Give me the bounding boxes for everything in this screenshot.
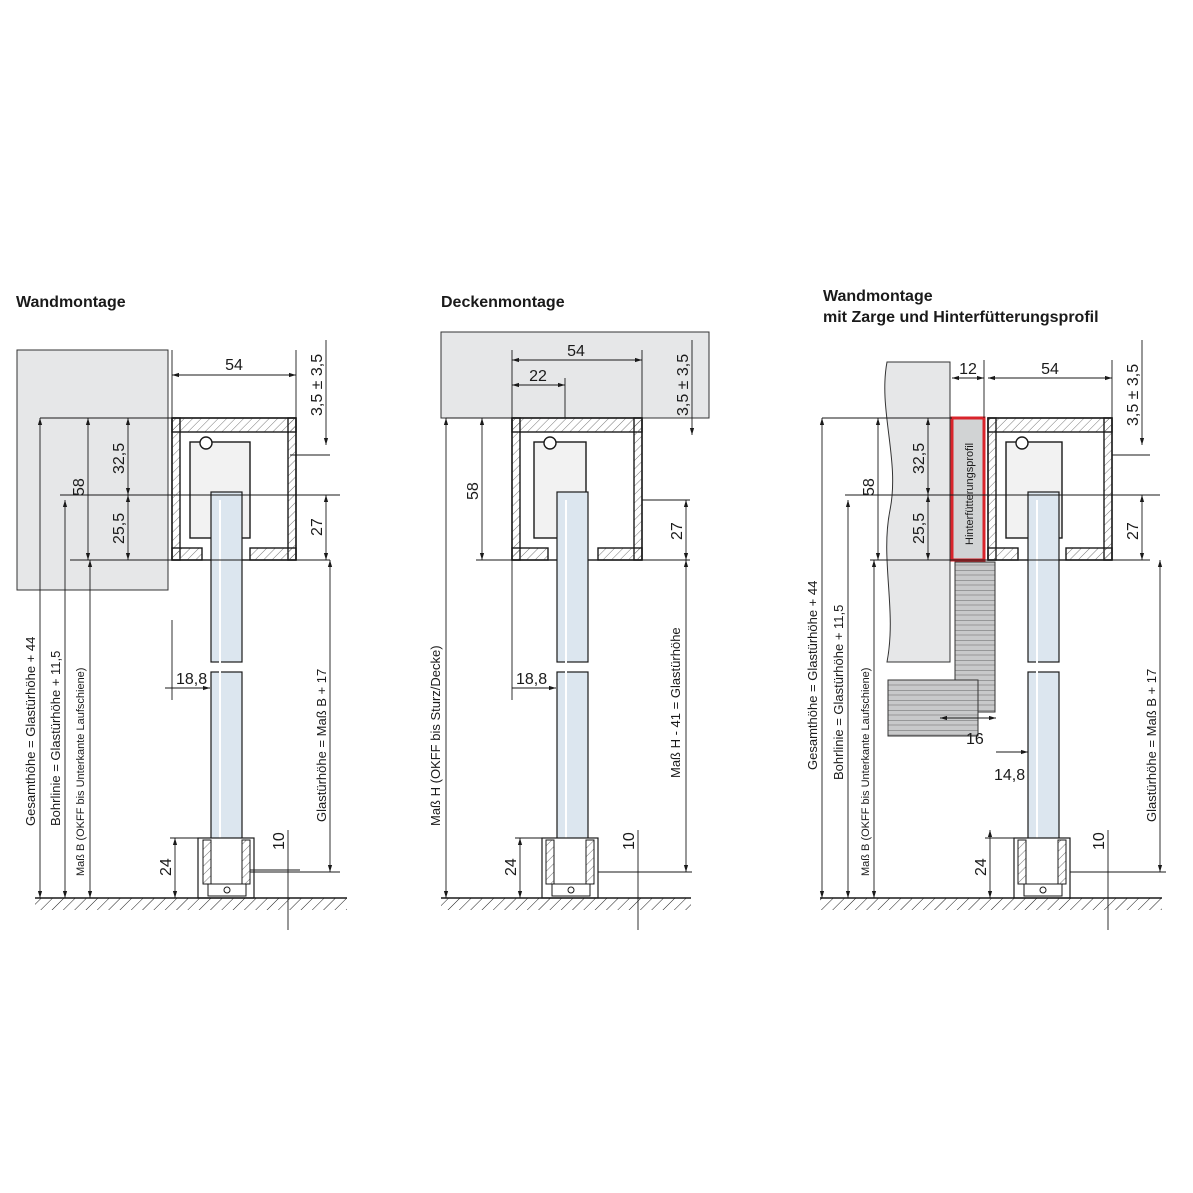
dim-22: 22 — [529, 368, 547, 385]
dim-tolerance: 3,5 ± 3,5 — [675, 353, 692, 416]
dim-12: 12 — [959, 361, 977, 378]
wall-block — [885, 362, 950, 662]
brick-wall — [888, 680, 978, 736]
dim-25-5: 25,5 — [111, 512, 128, 544]
dim-27: 27 — [669, 522, 686, 540]
label-mass-h: Maß H (OKFF bis Sturz/Decke) — [428, 645, 443, 826]
label-drill-line: Bohrlinie = Glastürhöhe + 11,5 — [48, 650, 63, 826]
panel2-drawing — [428, 332, 709, 930]
label-total-height: Gesamthöhe = Glastürhöhe + 44 — [23, 636, 38, 826]
label-mass-b: Maß B (OKFF bis Unterkante Laufschiene) — [860, 667, 872, 876]
floor-hatch — [820, 898, 1162, 910]
floor-hatch — [441, 898, 691, 910]
dim-58: 58 — [71, 478, 88, 496]
floor-hatch — [35, 898, 347, 910]
dim-width: 54 — [225, 357, 243, 374]
dim-10: 10 — [271, 832, 288, 850]
label-glass-height: Glastürhöhe = Maß B + 17 — [1144, 668, 1159, 822]
label-total-height: Gesamthöhe = Glastürhöhe + 44 — [805, 580, 820, 770]
dim-10: 10 — [621, 832, 638, 850]
panel1-title: Wandmontage — [16, 294, 126, 311]
label-glass-height: Maß H - 41 = Glastürhöhe — [668, 627, 683, 778]
dim-24: 24 — [503, 858, 520, 876]
dim-14-8: 14,8 — [994, 767, 1026, 784]
dim-58: 58 — [465, 482, 482, 500]
dim-18-8: 18,8 — [176, 671, 208, 688]
panel3-title-line2: mit Zarge und Hinterfütterungsprofil — [823, 309, 1099, 326]
dim-32-5: 32,5 — [911, 442, 928, 474]
dim-width: 54 — [1041, 361, 1059, 378]
dim-25-5: 25,5 — [911, 512, 928, 544]
dim-58: 58 — [861, 478, 878, 496]
panel1-drawing — [17, 340, 347, 930]
label-mass-b: Maß B (OKFF bis Unterkante Laufschiene) — [75, 667, 87, 876]
glass-upper — [211, 492, 242, 662]
panel2-title: Deckenmontage — [441, 294, 565, 311]
glass-upper — [557, 492, 588, 662]
panel3-title-line1: Wandmontage — [823, 288, 933, 305]
panel3-drawing — [805, 340, 1166, 930]
label-glass-height: Glastürhöhe = Maß B + 17 — [314, 668, 329, 822]
glass-upper — [1028, 492, 1059, 662]
dim-27: 27 — [309, 518, 326, 536]
label-drill-line: Bohrlinie = Glastürhöhe + 11,5 — [831, 604, 846, 780]
dim-18-8: 18,8 — [516, 671, 548, 688]
dim-27: 27 — [1125, 522, 1142, 540]
dim-24: 24 — [158, 858, 175, 876]
dim-tolerance: 3,5 ± 3,5 — [309, 353, 326, 416]
dim-width: 54 — [567, 343, 585, 360]
dim-16: 16 — [966, 731, 984, 748]
dim-10: 10 — [1091, 832, 1108, 850]
dim-32-5: 32,5 — [111, 442, 128, 474]
dim-24: 24 — [973, 858, 990, 876]
label-profile: Hinterfütterungsprofil — [964, 442, 976, 545]
dim-tolerance: 3,5 ± 3,5 — [1125, 363, 1142, 426]
